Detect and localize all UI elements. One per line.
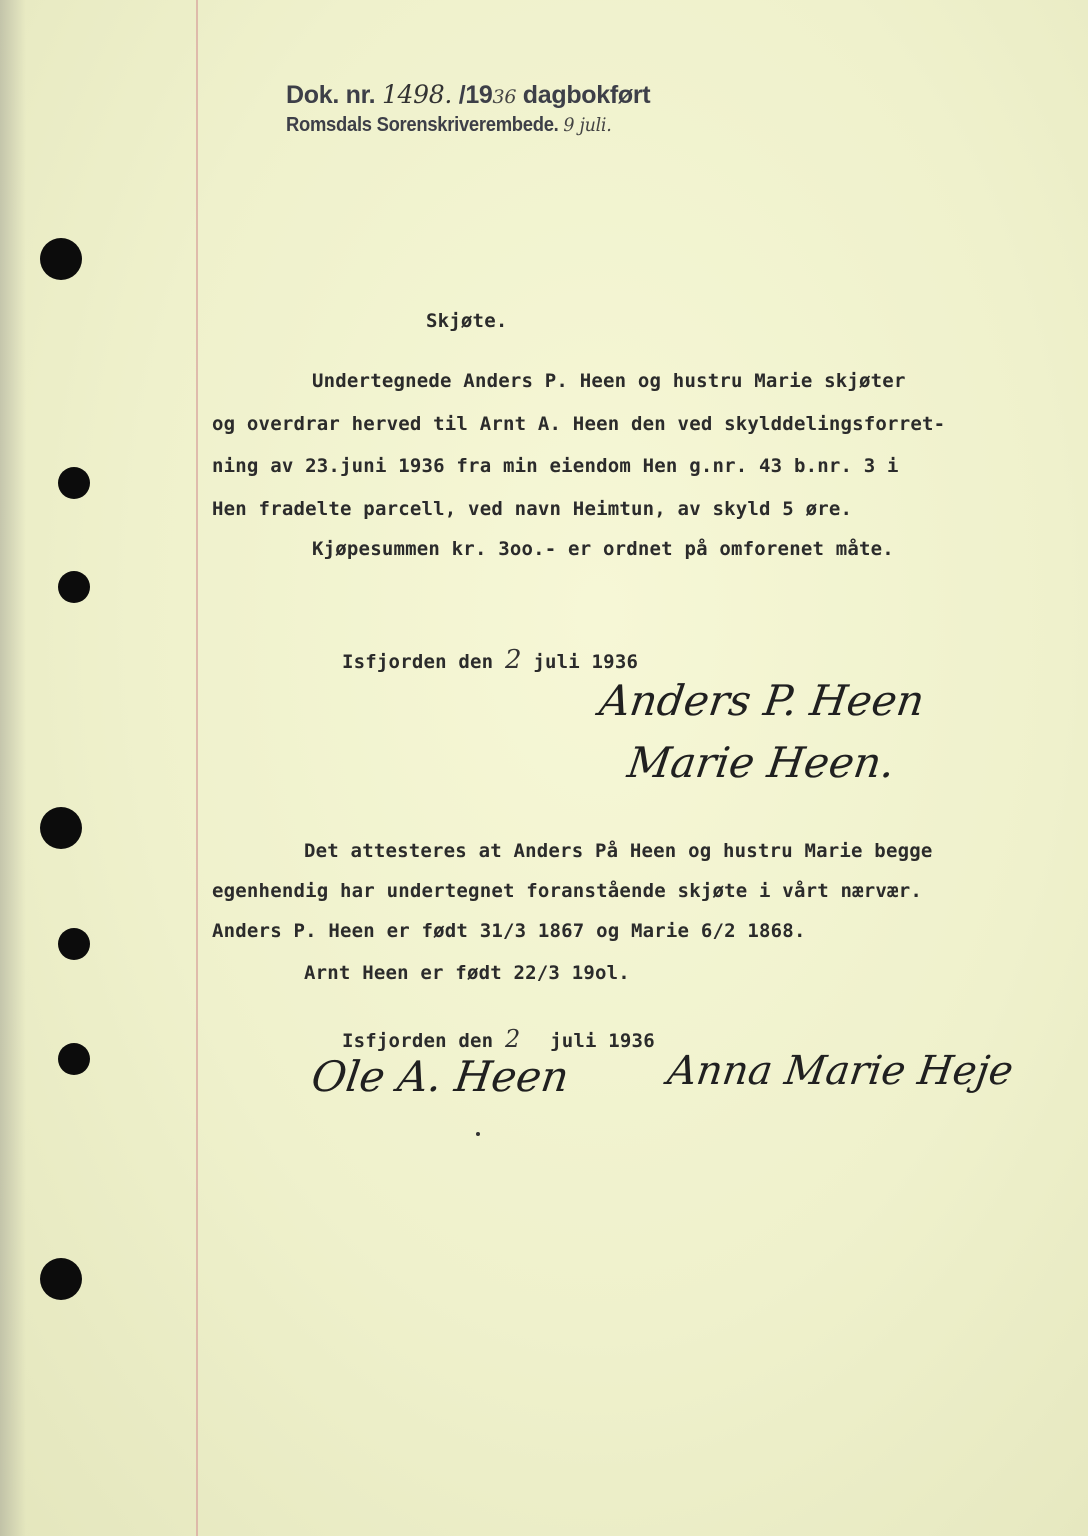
dok-number: 1498. bbox=[381, 80, 453, 109]
signature-anders: Anders P. Heen bbox=[596, 676, 928, 725]
punch-hole bbox=[58, 571, 90, 603]
year-prefix: /19 bbox=[458, 81, 493, 109]
registry-stamp-line2 bbox=[286, 114, 612, 137]
dagbokfort-label: dagbokført bbox=[522, 81, 651, 109]
stamp-date: 9 juli. bbox=[563, 114, 612, 136]
text-line: Kjøpesummen kr. 3oo.- er ordnet på omforenet måte. bbox=[312, 538, 894, 560]
attest-line: egenhendig har undertegnet foranstående skjøte i vårt nærvær. bbox=[212, 880, 922, 902]
signature-witness-ole: Ole A. Heen bbox=[308, 1052, 572, 1101]
dok-label: Dok. nr. bbox=[286, 81, 376, 109]
date-day: 2 bbox=[504, 1025, 521, 1053]
text-line: ning av 23.juni 1936 fra min eiendom Hen g.nr. 43 b.nr. 3 i bbox=[212, 455, 899, 477]
signature-witness-anna: Anna Marie Heje bbox=[664, 1048, 1016, 1094]
document-title: Skjøte. bbox=[426, 310, 508, 332]
date-rest: juli 1936 bbox=[533, 651, 639, 673]
date-day: 2 bbox=[504, 645, 522, 675]
punch-hole bbox=[40, 238, 82, 280]
attest-line: Arnt Heen er født 22/3 19ol. bbox=[304, 962, 630, 984]
punch-hole bbox=[58, 467, 90, 499]
date-rest: juli 1936 bbox=[550, 1030, 655, 1052]
punch-hole bbox=[58, 1043, 90, 1075]
date-line bbox=[342, 645, 638, 675]
year-suffix: 36 bbox=[492, 86, 517, 108]
punch-hole bbox=[40, 807, 82, 849]
date-place: Isfjorden den bbox=[342, 651, 494, 673]
ink-dot bbox=[476, 1132, 480, 1136]
margin-line bbox=[196, 0, 198, 1536]
signature-marie: Marie Heen. bbox=[624, 738, 898, 787]
scan-edge-shadow bbox=[0, 0, 26, 1536]
attest-line: Det attesteres at Anders På Heen og hustru Marie begge bbox=[304, 840, 933, 862]
punch-hole bbox=[58, 928, 90, 960]
registry-stamp-line1 bbox=[286, 80, 650, 110]
punch-hole bbox=[40, 1258, 82, 1300]
attest-line: Anders P. Heen er født 31/3 1867 og Marie 6/2 1868. bbox=[212, 920, 806, 942]
text-line: Undertegnede Anders P. Heen og hustru Marie skjøter bbox=[312, 370, 906, 392]
date-place: Isfjorden den bbox=[342, 1030, 494, 1052]
date-line-2 bbox=[342, 1025, 655, 1053]
text-line: Hen fradelte parcell, ved navn Heimtun, av skyld 5 øre. bbox=[212, 498, 853, 520]
text-line: og overdrar herved til Arnt A. Heen den ved skylddelingsforret- bbox=[212, 413, 946, 435]
office-name: Romsdals Sorenskriverembede. bbox=[286, 114, 559, 136]
